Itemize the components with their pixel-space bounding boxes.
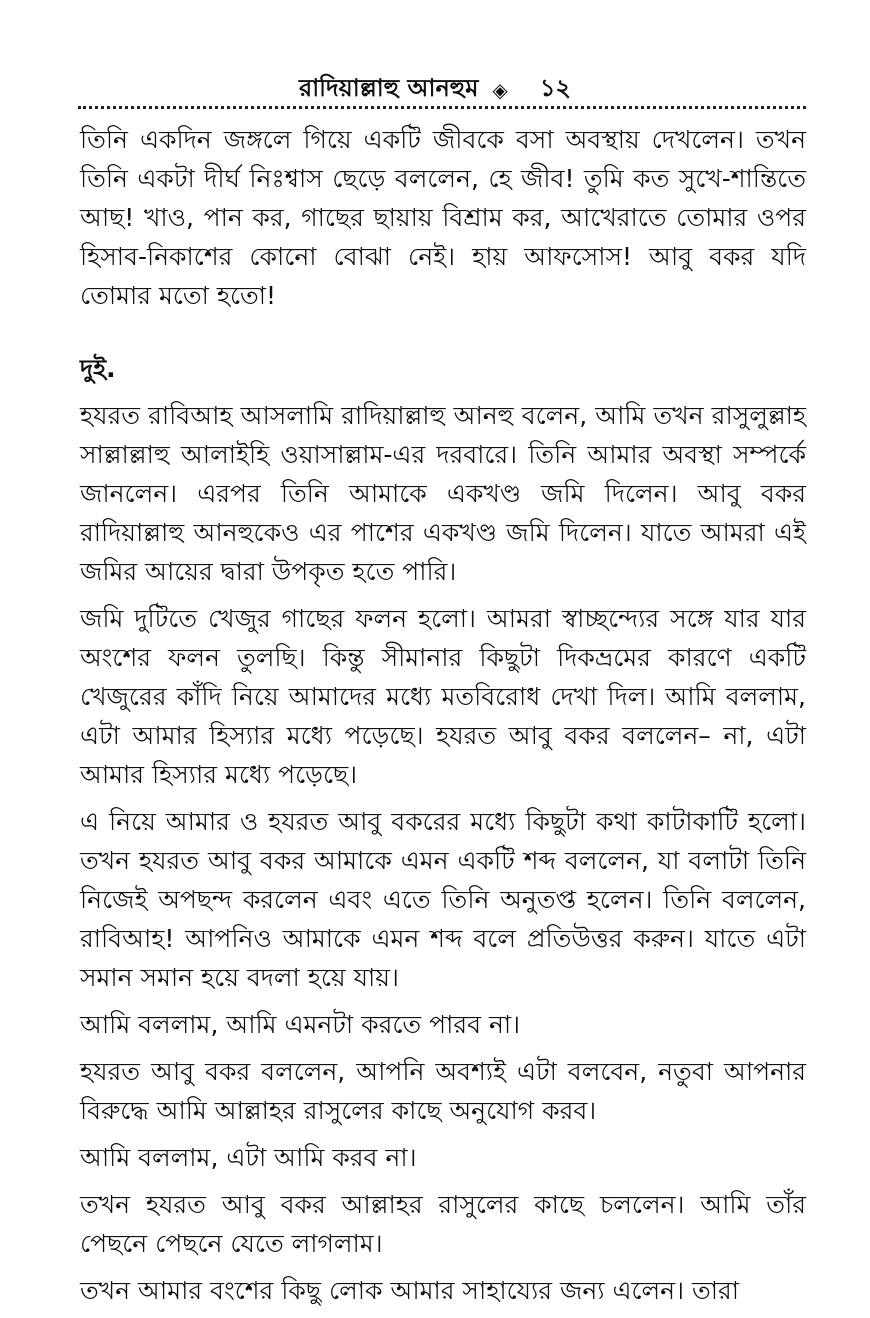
paragraph: তখন আমার বংশের কিছু লোক আমার সাহায্যের জন্য এলেন। তারা xyxy=(80,1276,739,1305)
paragraph: হযরত রাবিআহ আসলামি রাদিয়াল্লাহু আনহু বলেন, আমি তখন রাসুলুল্লাহ সাল্লাল্লাহু আলাইহি ওয়াসাল্লাম-এর দরবারে। তিনি আমার অবস্থা সম্পর্কে জানলেন। এরপর তিনি আমাকে একখণ্ড জমি দিলেন। আবু বকর রাদিয়াল্লাহু আনহুকেও এর পাশের একখণ্ড জমি দিলেন। যাতে আমরা এই জমির আয়ের দ্বারা উপকৃত হতে পারি। xyxy=(80,401,806,586)
page-number: ১২ xyxy=(539,74,571,102)
intro-paragraph: তিনি একদিন জঙ্গলে গিয়ে একটি জীবকে বসা অবস্থায় দেখলেন। তখন তিনি একটা দীর্ঘ নিঃশ্বাস ছেড়ে বললেন, হে জীব! তুমি কত সুখে-শান্তিতে আছ! খাও, পান কর, গাছের ছায়ায় বিশ্রাম কর, আখেরাতে তোমার ওপর হিসাব-নিকাশের কোনো বোঝা নেই। হায় আফসোস! আবু বকর যদি তোমার মতো হতো! xyxy=(80,125,806,310)
paragraph: তখন হযরত আবু বকর আল্লাহর রাসুলের কাছে চললেন। আমি তাঁর পেছনে পেছনে যেতে লাগলাম। xyxy=(80,1190,806,1258)
paragraph: আমি বললাম, আমি এমনটা করতে পারব না। xyxy=(80,1010,521,1039)
page-body xyxy=(80,120,806,1318)
running-header xyxy=(0,70,870,110)
paragraph: জমি দুটিতে খেজুর গাছের ফলন হলো। আমরা স্বাচ্ছন্দ্যের সঙ্গে যার যার অংশের ফলন তুলছি। কিন্তু সীমানার কিছুটা দিকভ্রমের কারণে একটি খেজুরের কাঁদি নিয়ে আমাদের মধ্যে মতবিরোধ দেখা দিল। আমি বললাম, এটা আমার হিস্যার মধ্যে পড়েছে। হযরত আবু বকর বললেন– না, এটা আমার হিস্যার মধ্যে পড়েছে। xyxy=(80,604,806,789)
diamond-icon: ◈ xyxy=(492,78,508,102)
paragraph: এ নিয়ে আমার ও হযরত আবু বকরের মধ্যে কিছুটা কথা কাটাকাটি হলো। তখন হযরত আবু বকর আমাকে এমন একটি শব্দ বললেন, যা বলাটা তিনি নিজেই অপছন্দ করলেন এবং এতে তিনি অনুতপ্ত হলেন। তিনি বললেন, রাবিআহ! আপনিও আমাকে এমন শব্দ বলে প্রতিউত্তর করুন। যাতে এটা সমান সমান হয়ে বদলা হয়ে যায়। xyxy=(80,807,806,992)
paragraph: হযরত আবু বকর বললেন, আপনি অবশ্যই এটা বলবেন, নতুবা আপনার বিরুদ্ধে আমি আল্লাহর রাসুলের কাছে অনুযোগ করব। xyxy=(80,1057,806,1125)
section-label: দুই. xyxy=(80,354,116,383)
running-title: রাদিয়াল্লাহু আনহুম xyxy=(299,74,479,102)
paragraph: আমি বললাম, এটা আমি করব না। xyxy=(80,1143,417,1172)
header-divider xyxy=(78,106,806,109)
